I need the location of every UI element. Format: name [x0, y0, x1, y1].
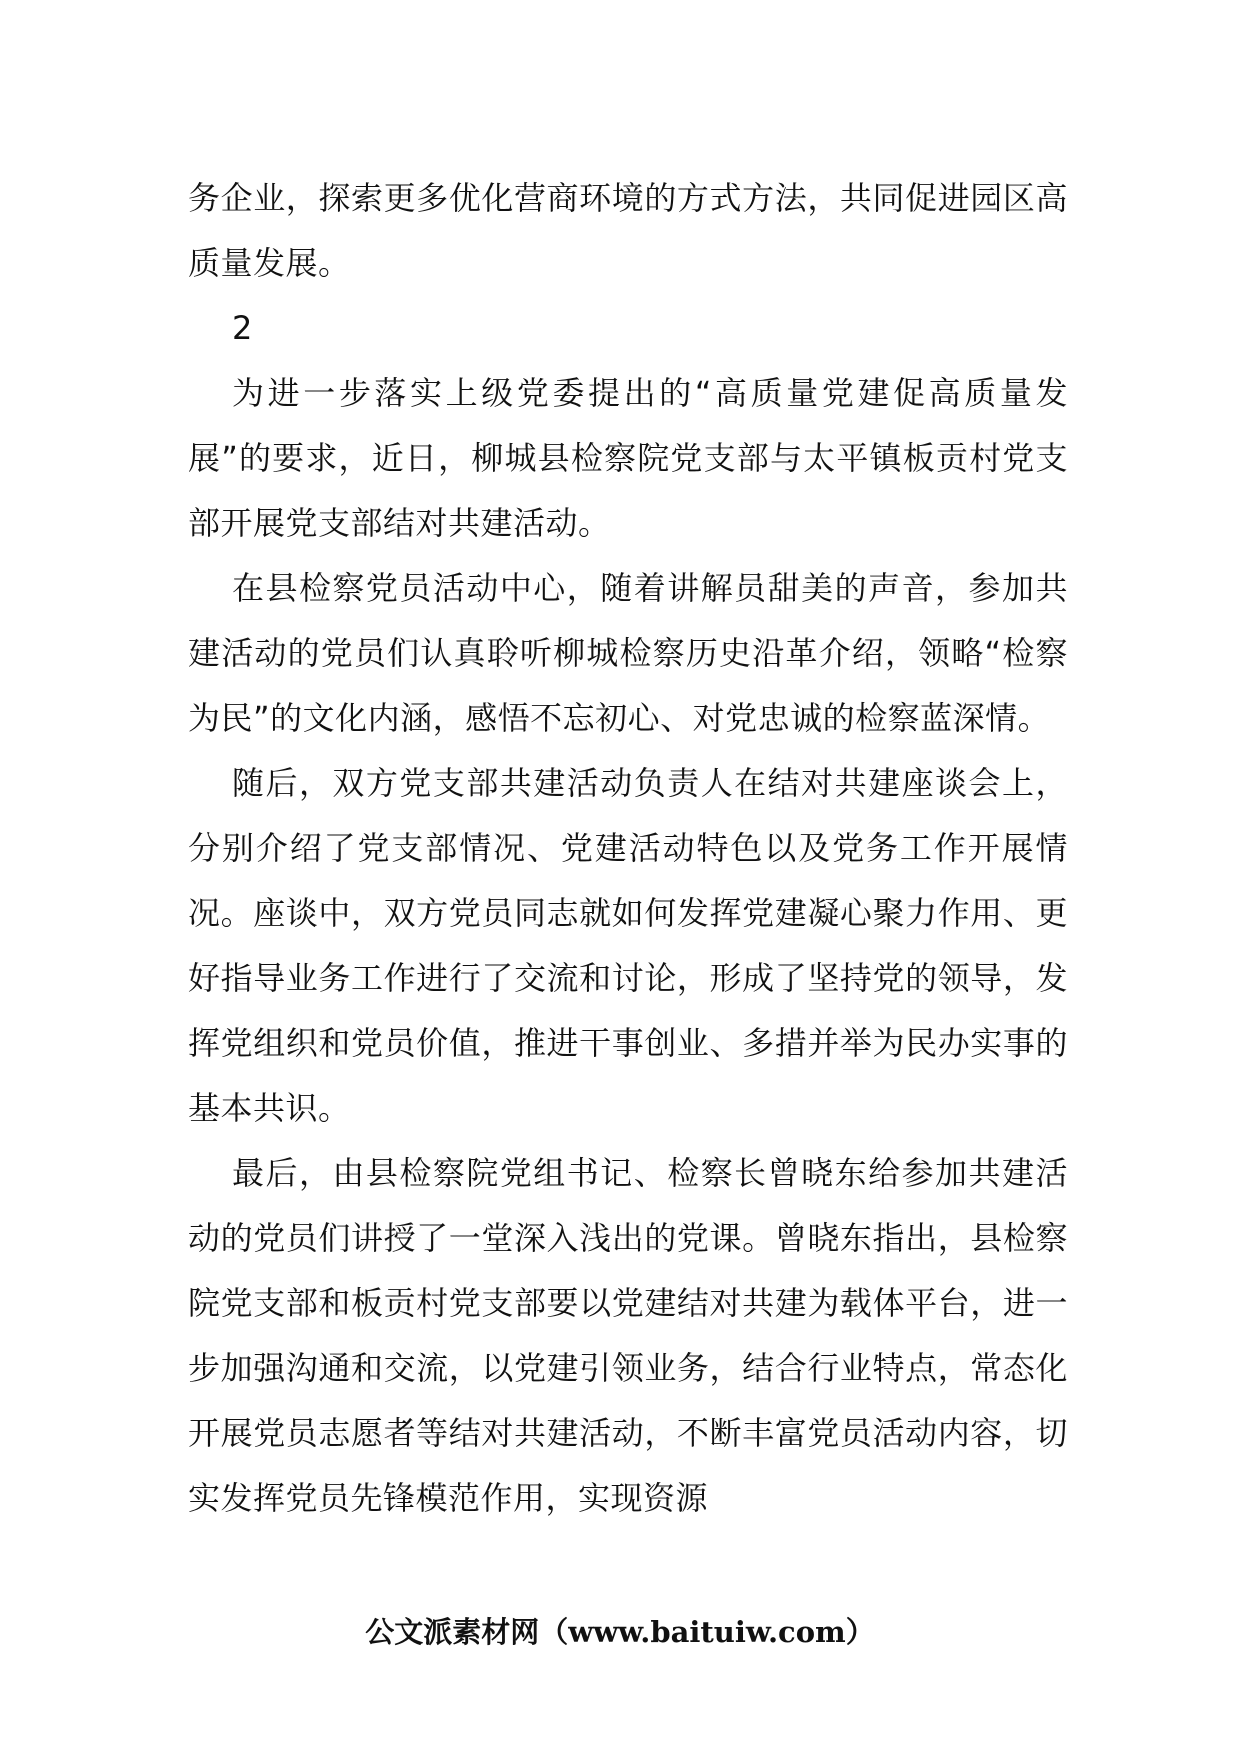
- section-number: 2: [232, 309, 253, 347]
- paragraph-visit: 在县检察党员活动中心，随着讲解员甜美的声音，参加共建活动的党员们认真聆听柳城检察历史沿革介绍，领略“检察为民”的文化内涵，感悟不忘初心、对党忠诚的检察蓝深情。: [188, 569, 1068, 737]
- paragraph-intro: 为进一步落实上级党委提出的“高质量党建促高质量发展”的要求，近日，柳城县检察院党支部与太平镇板贡村党支部开展党支部结对共建活动。: [188, 374, 1068, 542]
- document-body: [188, 166, 1068, 1531]
- paragraph-continuation: 务企业，探索更多优化营商环境的方式方法，共同促进园区高质量发展。: [188, 179, 1068, 282]
- paragraph-party-lesson: 最后，由县检察院党组书记、检察长曾晓东给参加共建活动的党员们讲授了一堂深入浅出的党课。曾晓东指出，县检察院党支部和板贡村党支部要以党建结对共建为载体平台，进一步加强沟通和交流，以党建引领业务，结合行业特点，常态化开展党员志愿者等结对共建活动，不断丰富党员活动内容，切实发挥党员先锋模范作用，实现资源: [188, 1154, 1068, 1517]
- page-footer: 公文派素材网（www.baituiw.com）: [365, 1615, 875, 1649]
- paragraph-symposium: 随后，双方党支部共建活动负责人在结对共建座谈会上，分别介绍了党支部情况、党建活动特色以及党务工作开展情况。座谈中，双方党员同志就如何发挥党建凝心聚力作用、更好指导业务工作进行了交流和讨论，形成了坚持党的领导，发挥党组织和党员价值，推进干事创业、多措并举为民办实事的基本共识。: [188, 764, 1068, 1127]
